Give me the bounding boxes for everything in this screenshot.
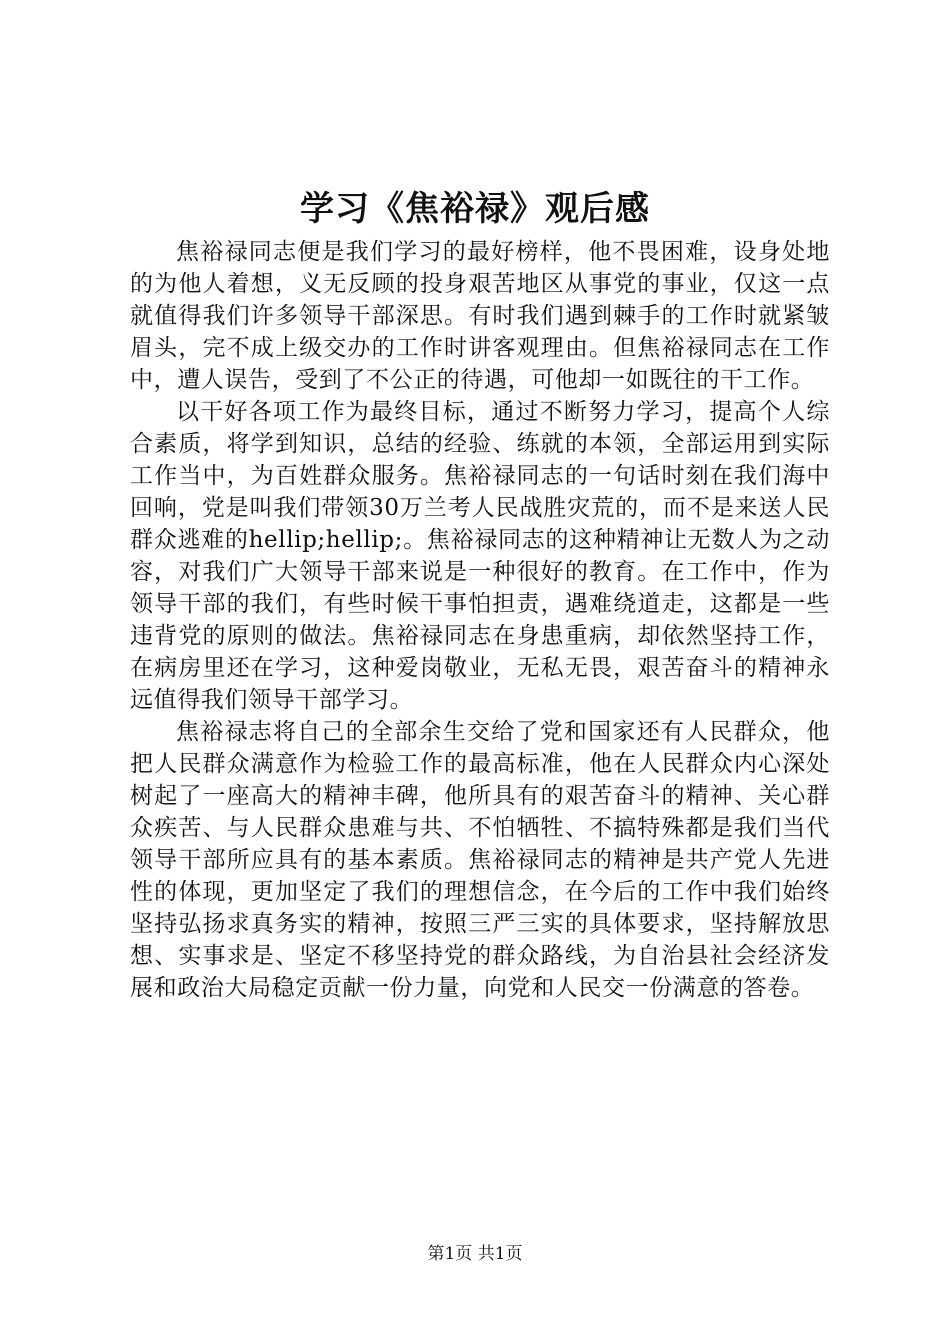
page-footer: 第1页 共1页: [427, 1244, 523, 1264]
paragraph-2: 以干好各项工作为最终目标，通过不断努力学习，提高个人综合素质，将学到知识，总结的经验、练就的本领，全部运用到实际工作当中，为百姓群众服务。焦裕禄同志的一句话时刻在我们海中回响，党是叫我们带领30万兰考人民战胜灾荒的，而不是来送人民群众逃难的hellip;hellip;。焦裕禄同志的这种精神让无数人为之动容，对我们广大领导干部来说是一种很好的教育。在工作中，作为领导干部的我们，有些时候干事怕担责，遇难绕道走，这都是一些违背党的原则的做法。焦裕禄同志在身患重病，却依然坚持工作，在病房里还在学习，这种爱岗敬业，无私无畏，艰苦奋斗的精神永远值得我们领导干部学习。: [130, 399, 830, 713]
document-body: [130, 236, 830, 1004]
paragraph-3: 焦裕禄志将自己的全部余生交给了党和国家还有人民群众，他把人民群众满意作为检验工作的最高标准，他在人民群众内心深处树起了一座高大的精神丰碑，他所具有的艰苦奋斗的精神、关心群众疾苦、与人民群众患难与共、不怕牺牲、不搞特殊都是我们当代领导干部所应具有的基本素质。焦裕禄同志的精神是共产党人先进性的体现，更加坚定了我们的理想信念，在今后的工作中我们始终坚持弘扬求真务实的精神，按照三严三实的具体要求，坚持解放思想、实事求是、坚定不移坚持党的群众路线，为自治县社会经济发展和政治大局稳定贡献一份力量，向党和人民交一份满意的答卷。: [130, 719, 830, 1001]
document-title: 学习《焦裕禄》观后感: [300, 189, 650, 229]
paragraph-1: 焦裕禄同志便是我们学习的最好榜样，他不畏困难，设身处地的为他人着想，义无反顾的投身艰苦地区从事党的事业，仅这一点就值得我们许多领导干部深思。有时我们遇到棘手的工作时就紧皱眉头，完不成上级交办的工作时讲客观理由。但焦裕禄同志在工作中，遭人误告，受到了不公正的待遇，可他却一如既往的干工作。: [130, 239, 830, 393]
